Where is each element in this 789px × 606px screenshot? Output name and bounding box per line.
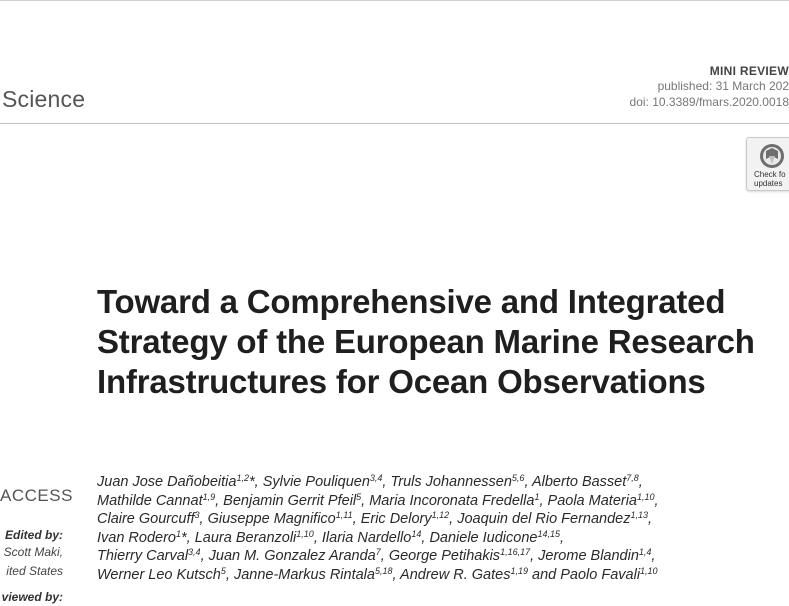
author-affiliation-marker: 1,4 [638, 547, 652, 557]
author-separator: , [654, 492, 659, 509]
author-name[interactable]: Paolo Favali$^{1,10}$ [560, 565, 658, 583]
author-name[interactable]: George Petihakis$^{1,16,17}$ [388, 547, 531, 564]
author-name[interactable]: Sylvie Pouliquen$^{3,4}$ [262, 473, 383, 490]
author-affiliation-marker: 3,4 [188, 547, 201, 557]
author-separator: , [313, 529, 322, 546]
author-name[interactable]: Maria Incoronata Fredella$^1$ [369, 491, 540, 509]
author-name[interactable]: Ivan Rodero$^1$ [97, 528, 182, 546]
author-separator: , [524, 474, 532, 490]
author-affiliation-marker: 1,19 [510, 565, 528, 576]
author-separator: , [392, 566, 401, 583]
author-affiliation-marker: 5,18 [374, 565, 393, 576]
author-affiliation-marker: 3 [194, 510, 200, 520]
author-name[interactable]: Mathilde Cannat$^{1,9}$ [97, 491, 216, 509]
author-affiliation-marker: 1 [176, 528, 182, 539]
article-type: MINI REVIEW [709, 64, 789, 78]
author-name[interactable]: Giuseppe Magnifico$^{1,11}$ [207, 510, 353, 527]
author-separator: , [421, 529, 430, 546]
author-name[interactable]: Claire Gourcuff$^3$ [97, 510, 200, 527]
author-separator: , [382, 474, 391, 490]
author-affiliation-marker: 14 [411, 528, 422, 539]
journal-name: Science [2, 86, 86, 112]
author-separator: , [225, 566, 234, 583]
author-separator: , [539, 492, 548, 509]
author-list [97, 473, 789, 584]
author-separator: , [651, 548, 656, 564]
author-separator: and [528, 566, 561, 583]
open-access-label: ACCESS [0, 486, 73, 505]
author-affiliation-marker: 1,9 [202, 491, 216, 502]
author-affiliation-marker: 7,8 [626, 473, 639, 483]
author-affiliation-marker: 5,6 [511, 473, 525, 483]
author-affiliation-marker: 1,2 [236, 473, 249, 483]
author-name[interactable]: Juan M. Gonzalez Aranda$^7$ [208, 547, 381, 564]
author-affiliation-marker: 1 [534, 491, 540, 502]
author-affiliation-marker: 1,10 [637, 491, 655, 502]
author-name[interactable]: Andrew R. Gates$^{1,19}$ [400, 565, 528, 583]
author-name[interactable]: Thierry Carval$^{3,4}$ [97, 547, 201, 564]
author-affiliation-marker: 1,10 [640, 565, 658, 576]
author-affiliation-marker: 7 [375, 547, 381, 557]
author-affiliation-marker: 1,10 [296, 528, 314, 539]
author-affiliation-marker: 5 [220, 565, 226, 576]
author-name[interactable]: Ilaria Nardello$^{14}$ [321, 528, 422, 546]
editor-affiliation: ited States [6, 564, 63, 578]
author-separator: , [638, 474, 643, 490]
edited-by-heading: Edited by: [4, 528, 63, 542]
author-name[interactable]: Juan Jose Dañobeitia$^{1,2}$ [97, 473, 249, 490]
author-separator: , [215, 492, 224, 509]
author-separator: , [648, 511, 653, 527]
author-separator: , [560, 529, 565, 546]
editor-name: Scott Maki, [3, 545, 63, 559]
author-name[interactable]: Eric Delory$^{1,12}$ [360, 510, 450, 527]
top-border [0, 0, 789, 1]
author-separator: , [199, 511, 208, 527]
author-separator: *, [248, 474, 263, 490]
author-name[interactable]: Alberto Basset$^{7,8}$ [531, 473, 639, 490]
check-for-updates-label: Check fo updates [754, 170, 786, 188]
author-name[interactable]: Laura Beranzoli$^{1,10}$ [194, 528, 314, 546]
author-affiliation-marker: 1,16,17 [500, 547, 531, 557]
author-separator: , [200, 548, 209, 564]
author-name[interactable]: Jerome Blandin$^{1,4}$ [538, 547, 652, 564]
author-name[interactable]: Benjamin Gerrit Pfeil$^5$ [223, 491, 362, 509]
header-divider [0, 123, 789, 124]
check-for-updates-button[interactable] [746, 137, 789, 191]
author-name[interactable]: Truls Johannessen$^{5,6}$ [390, 473, 525, 490]
author-name[interactable]: Werner Leo Kutsch$^5$ [97, 565, 226, 583]
doi-link[interactable]: doi: 10.3389/fmars.2020.0018 [629, 95, 789, 109]
author-separator: , [449, 511, 458, 527]
author-affiliation-marker: 1,13 [630, 510, 649, 520]
author-separator: *, [181, 529, 195, 546]
author-separator: , [361, 492, 370, 509]
author-name[interactable]: Janne-Markus Rintala$^{5,18}$ [233, 565, 393, 583]
author-name[interactable]: Joaquin del Rio Fernandez$^{1,13}$ [457, 510, 649, 527]
author-affiliation-marker: 14,15 [537, 528, 560, 539]
author-affiliation-marker: 1,11 [335, 510, 353, 520]
article-title: Toward a Comprehensive and Integrated Strategy of the European Marine Research Infrastructures for Ocean Observations [97, 283, 755, 400]
reviewed-by-heading: viewed by: [1, 590, 63, 604]
author-affiliation-marker: 5 [356, 491, 362, 502]
author-name[interactable]: Daniele Iudicone$^{14,15}$ [429, 528, 560, 546]
published-date: published: 31 March 202 [657, 79, 789, 93]
author-name[interactable]: Paola Materia$^{1,10}$ [547, 491, 655, 509]
author-separator: , [380, 548, 389, 564]
article-meta [630, 64, 789, 110]
author-separator: , [530, 548, 539, 564]
crossmark-icon [757, 143, 787, 171]
author-separator: , [352, 511, 361, 527]
author-affiliation-marker: 3,4 [369, 473, 383, 483]
author-affiliation-marker: 1,12 [431, 510, 450, 520]
